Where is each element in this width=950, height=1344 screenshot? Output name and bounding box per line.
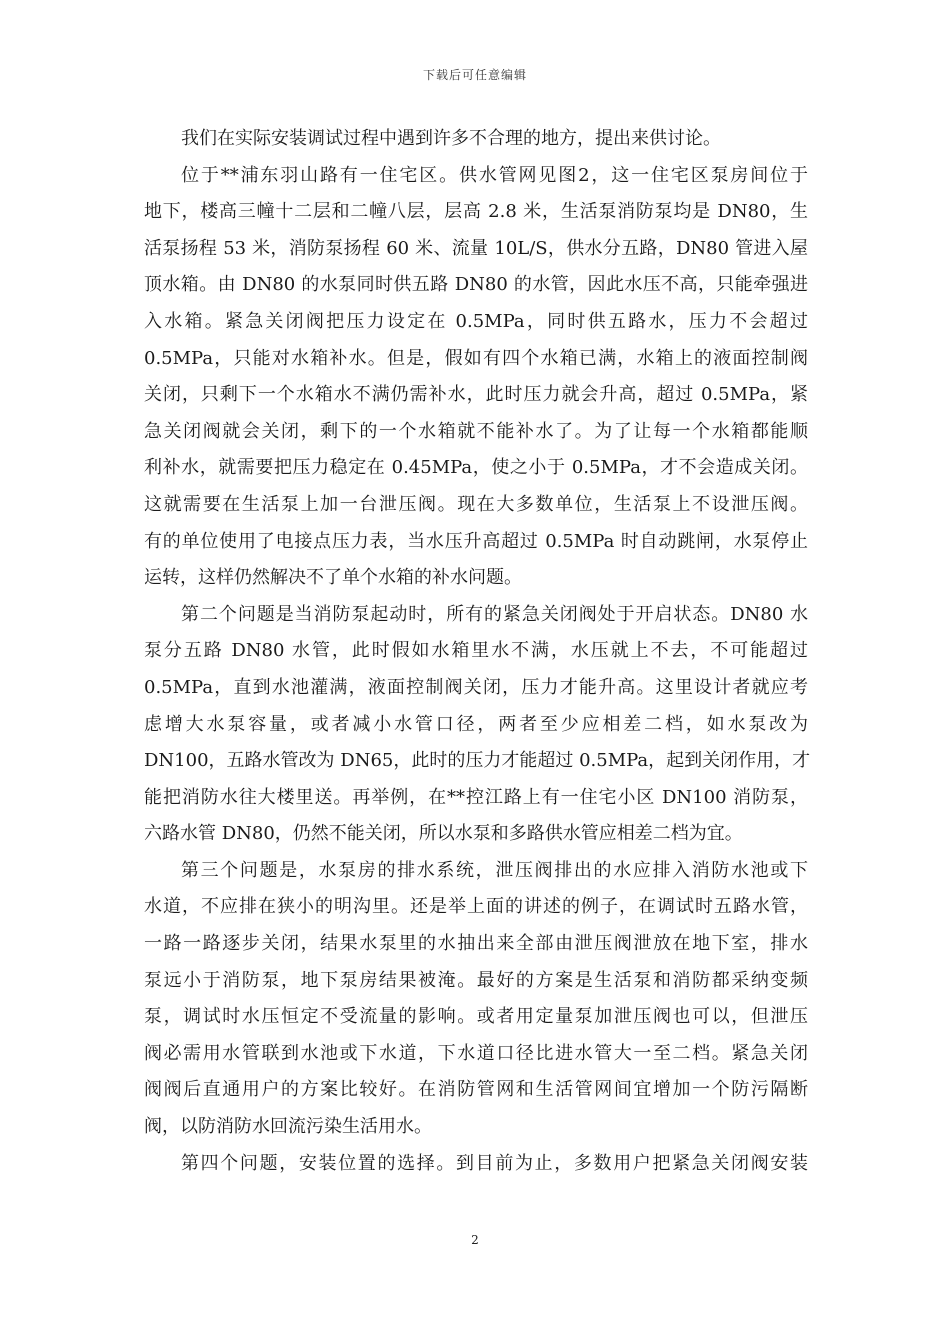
text-line: 运转，这样仍然解决不了单个水箱的补水问题。 xyxy=(144,567,522,589)
text-line: 这就需要在生活泵上加一台泄压阀。现在大多数单位，生活泵上不设泄压阀。 xyxy=(144,493,808,515)
text-line: 第三个问题是，水泵房的排水系统，泄压阀排出的水应排入消防水池或下 xyxy=(181,859,808,881)
text-line: 阀，以防消防水回流污染生活用水。 xyxy=(144,1116,432,1138)
text-line: 泵远小于消防泵，地下泵房结果被淹。最好的方案是生活泵和消防都采纳变频 xyxy=(144,969,808,991)
text-line: 顶水箱。由 DN80 的水泵同时供五路 DN80 的水管，因此水压不高，只能牵强进 xyxy=(144,274,808,296)
text-line: 一路一路逐步关闭，结果水泵里的水抽出来全部由泄压阀泄放在地下室，排水 xyxy=(144,933,808,955)
document-body xyxy=(144,121,811,1182)
text-line: 水道，不应排在狭小的明沟里。还是举上面的讲述的例子，在调试时五路水管， xyxy=(144,896,808,918)
text-line: 能把消防水往大楼里送。再举例，在**控江路上有一住宅小区 DN100 消防泵， xyxy=(144,786,808,808)
paragraph-2 xyxy=(144,158,808,597)
text-line: 六路水管 DN80，仍然不能关闭，所以水泵和多路供水管应相差二档为宜。 xyxy=(144,823,743,845)
text-line: 我们在实际安装调试过程中遇到许多不合理的地方，提出来供讨论。 xyxy=(181,128,721,149)
text-line: 阀阀后直通用户的方案比较好。在消防管网和生活管网间宜增加一个防污隔断 xyxy=(144,1079,808,1101)
text-line: 第四个问题，安装位置的选择。到目前为止，多数用户把紧急关闭阀安装 xyxy=(181,1152,808,1174)
text-line: 活泵扬程 53 米，消防泵扬程 60 米、流量 10L/S，供水分五路，DN80 管进入屋 xyxy=(144,237,808,259)
text-line: 入水箱。紧急关闭阀把压力设定在 0.5MPa，同时供五路水，压力不会超过 xyxy=(144,310,808,332)
text-line: 第二个问题是当消防泵起动时，所有的紧急关闭阀处于开启状态。DN80 水 xyxy=(181,603,808,625)
paragraph-1 xyxy=(144,121,808,158)
paragraph-3 xyxy=(144,597,811,853)
paragraph-4 xyxy=(144,853,808,1146)
text-line: 关闭，只剩下一个水箱水不满仍需补水，此时压力就会升高，超过 0.5MPa，紧 xyxy=(144,384,808,406)
text-line: 0.5MPa，只能对水箱补水。但是，假如有四个水箱已满，水箱上的液面控制阀 xyxy=(144,347,808,369)
text-line: 地下，楼高三幢十二层和二幢八层，层高 2.8 米，生活泵消防泵均是 DN80，生 xyxy=(144,201,808,223)
page-number: 2 xyxy=(471,1233,479,1247)
paragraph-5 xyxy=(144,1146,808,1183)
text-line: 急关闭阀就会关闭，剩下的一个水箱就不能补水了。为了让每一个水箱都能顺 xyxy=(144,420,808,442)
text-line: 阀必需用水管联到水池或下水道，下水道口径比进水管大一至二档。紧急关闭 xyxy=(144,1042,808,1064)
text-line: 有的单位使用了电接点压力表，当水压升高超过 0.5MPa 时自动跳闸，水泵停止 xyxy=(144,530,808,552)
text-line: 虑增大水泵容量，或者减小水管口径，两者至少应相差二档，如水泵改为 xyxy=(144,713,808,735)
text-line: 利补水，就需要把压力稳定在 0.45MPa，使之小于 0.5MPa，才不会造成关闭。 xyxy=(144,457,808,479)
text-line: 位于**浦东羽山路有一住宅区。供水管网见图2，这一住宅区泵房间位于 xyxy=(181,164,808,186)
text-line: 泵，调试时水压恒定不受流量的影响。或者用定量泵加泄压阀也可以，但泄压 xyxy=(144,1006,808,1028)
text-line: 泵分五路 DN80 水管，此时假如水箱里水不满，水压就上不去，不可能超过 xyxy=(144,640,808,662)
text-line: 0.5MPa，直到水池灌满，液面控制阀关闭，压力才能升高。这里设计者就应考 xyxy=(144,676,808,698)
page-header: 下载后可任意编辑 xyxy=(422,68,527,82)
text-line: DN100，五路水管改为 DN65，此时的压力才能超过 0.5MPa，起到关闭作用，才 xyxy=(144,750,811,772)
